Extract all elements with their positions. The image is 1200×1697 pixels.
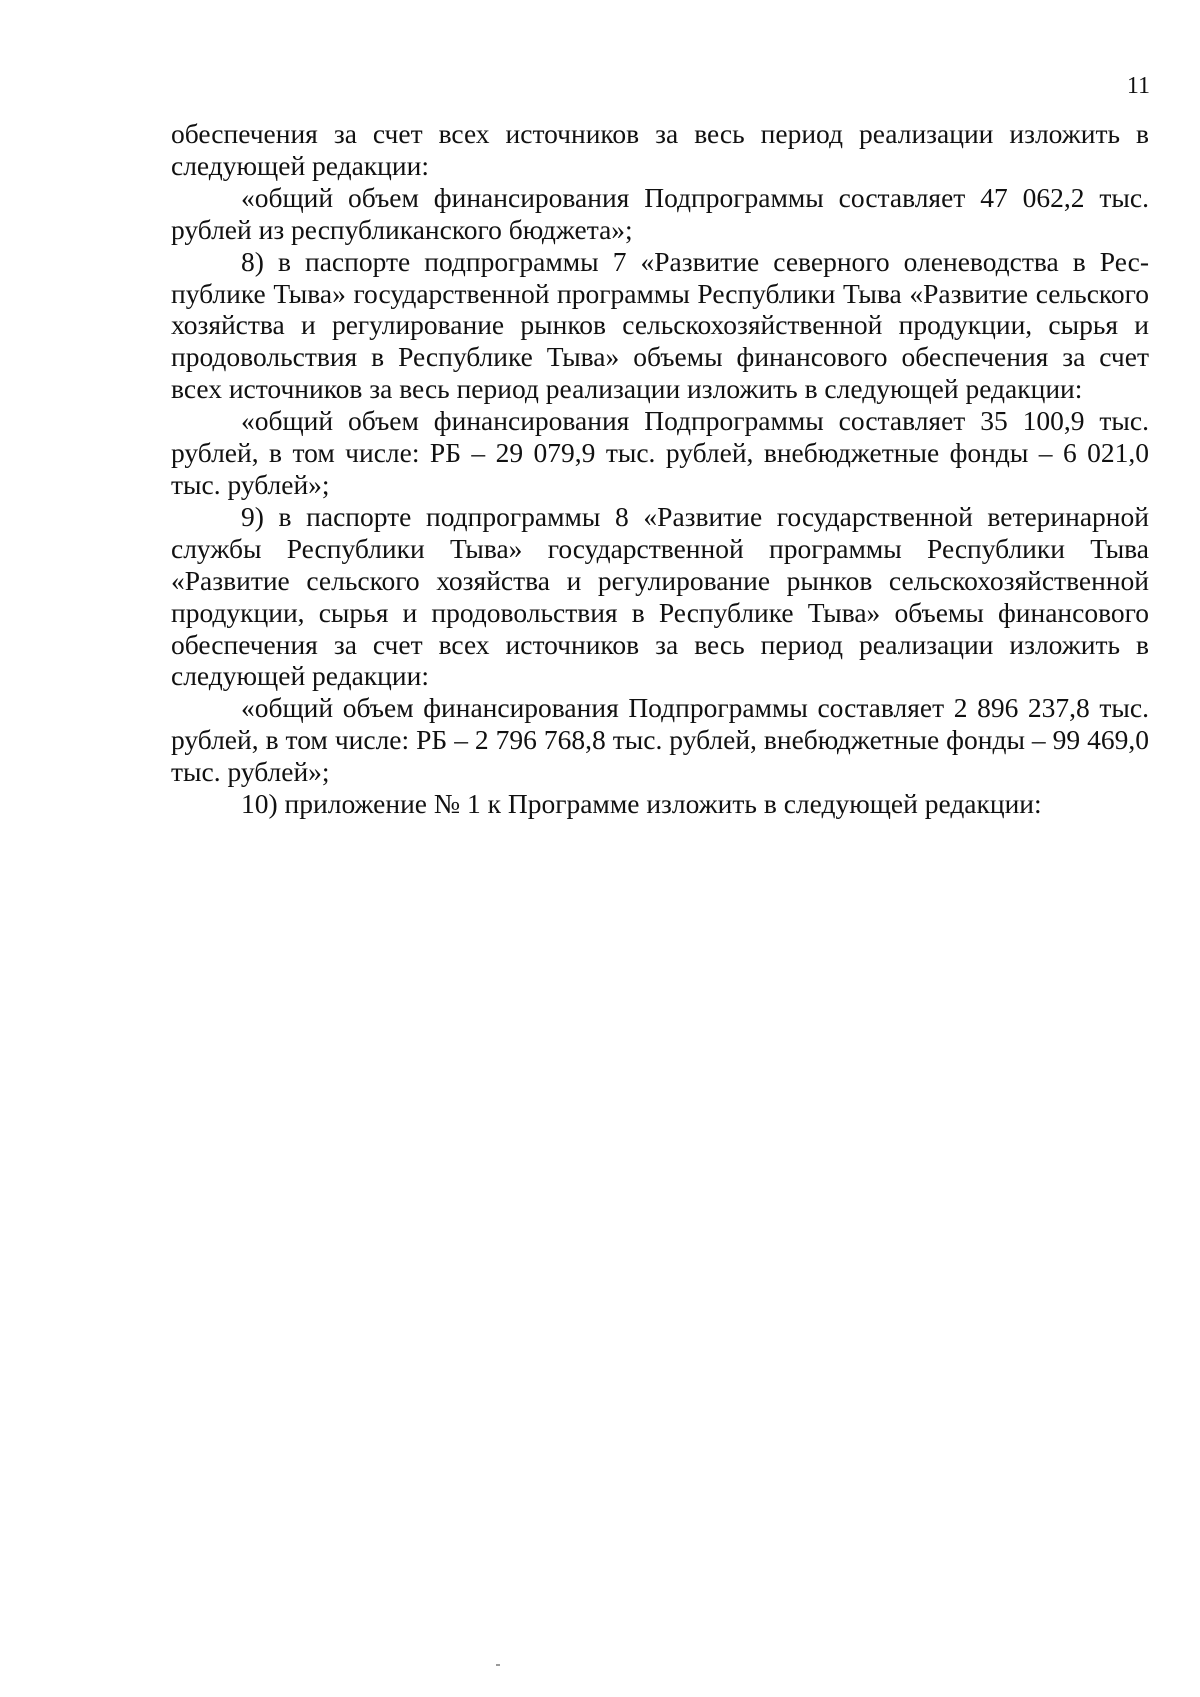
paragraph-item-10: 10) приложение № 1 к Программе изложить в следующей редакции:: [241, 788, 1042, 820]
paragraph-financing-quote-2: «общий объем финансирования Подпрограммы составляет 35 100,9 тыс. рублей, в том числе: РБ – 29 079,9 тыс. рублей, внебюджетные фонды – 6 021,0 тыс. рублей»;: [171, 405, 1149, 500]
scan-speck: [496, 1664, 500, 1666]
document-body: [171, 118, 1149, 820]
paragraph-financing-quote-1: «общий объем финансирования Подпрограммы составляет 47 062,2 тыс. рублей из республиканского бюджета»;: [171, 181, 1149, 245]
paragraph-financing-quote-3: «общий объем финансирования Подпрограммы составляет 2 896 237,8 тыс. рублей, в том числе: РБ – 2 796 768,8 тыс. рублей, внебюджетные фонды – 99 469,0 тыс. рублей»;: [171, 692, 1149, 788]
paragraph-item-8: 8) в паспорте подпрограммы 7 «Развитие северного оленеводства в Республике Тыва» государственной программы Республики Тыва «Развитие сельского хозяйства и регулирование рынков сельскохозяйственной продукции, сырья и продовольствия в Республике Тыва» объемы финансового обеспечения за счет всех источников за весь период реализации изложить в следующей редакции:: [171, 245, 1149, 405]
page-number: 11: [1126, 73, 1150, 99]
paragraph-financing-continuation: обеспечения за счет всех источников за весь период реализации изложить в следующей редакции:: [171, 118, 1149, 181]
paragraph-item-9: 9) в паспорте подпрограммы 8 «Развитие государственной ветеринарной службы Республики Тыва» государственной программы Республики Тыва «Развитие сельского хозяйства и регулирование рынков сельскохозяйственной продукции, сырья и продовольствия в Республике Тыва» объемы финансового обеспечения за счет всех источников за весь период реализации изложить в следующей редакции:: [171, 500, 1149, 692]
